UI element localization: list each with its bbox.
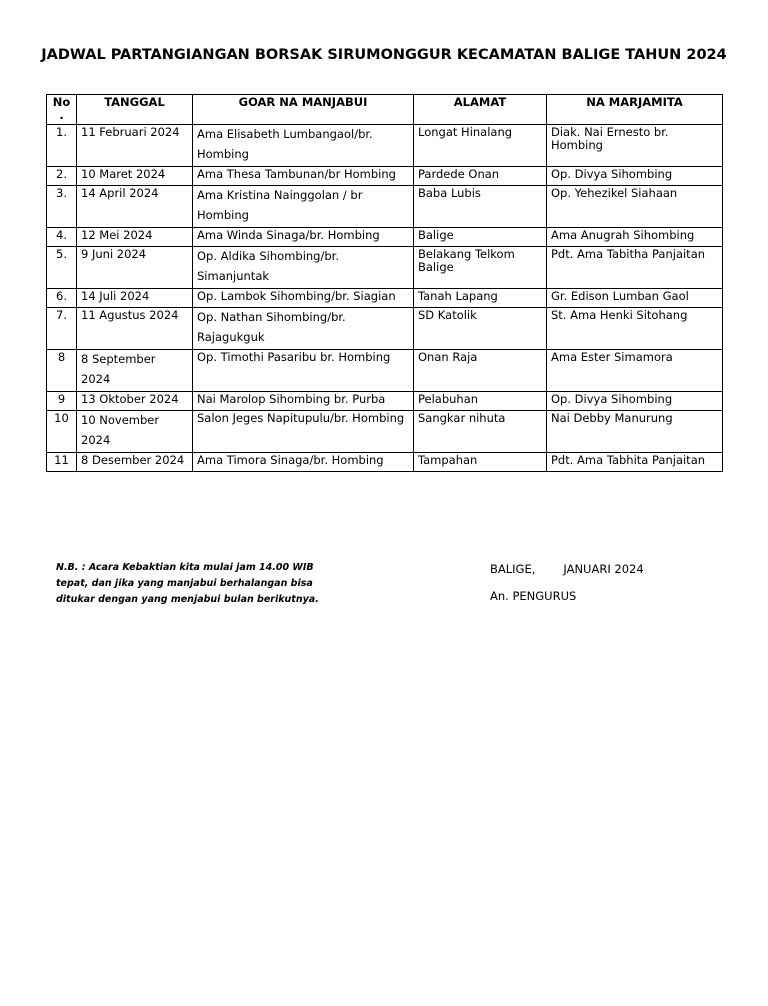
month-year: JANUARI 2024 — [563, 562, 644, 576]
cell-jamita: Nai Debby Manurung — [547, 411, 723, 453]
cell-no: 7. — [47, 308, 77, 350]
table-row — [47, 125, 723, 167]
cell-alamat: Pelabuhan — [414, 392, 547, 411]
cell-no: 10 — [47, 411, 77, 453]
cell-tanggal: 11 Agustus 2024 — [77, 308, 193, 350]
cell-tanggal: 8 September 2024 — [77, 350, 193, 392]
cell-alamat: Pardede Onan — [414, 167, 547, 186]
cell-tanggal: 9 Juni 2024 — [77, 247, 193, 289]
table-row — [47, 228, 723, 247]
cell-no: 8 — [47, 350, 77, 392]
cell-tanggal: 11 Februari 2024 — [77, 125, 193, 167]
cell-goar: Ama Timora Sinaga/br. Hombing — [193, 453, 414, 472]
table-row — [47, 411, 723, 453]
header-alamat: ALAMAT — [414, 95, 547, 125]
cell-jamita: Op. Divya Sihombing — [547, 167, 723, 186]
cell-no: 3. — [47, 186, 77, 228]
cell-goar: Op. Nathan Sihombing/br. Rajagukguk — [193, 308, 414, 350]
cell-jamita: Op. Divya Sihombing — [547, 392, 723, 411]
cell-jamita: Ama Ester Simamora — [547, 350, 723, 392]
cell-jamita: Pdt. Ama Tabitha Panjaitan — [547, 247, 723, 289]
table-row — [47, 350, 723, 392]
cell-alamat: Onan Raja — [414, 350, 547, 392]
cell-goar: Nai Marolop Sihombing br. Purba — [193, 392, 414, 411]
cell-no: 11 — [47, 453, 77, 472]
cell-alamat: Tampahan — [414, 453, 547, 472]
cell-no: 6. — [47, 289, 77, 308]
footnote: N.B. : Acara Kebaktian kita mulai jam 14.00 WIB tepat, dan jika yang manjabui berhalangan bisa ditukar dengan yang menjabui bulan berikutnya. — [56, 562, 319, 605]
cell-no: 4. — [47, 228, 77, 247]
document-title: JADWAL PARTANGIANGAN BORSAK SIRUMONGGUR KECAMATAN BALIGE TAHUN 2024 — [41, 47, 727, 63]
cell-jamita: Ama Anugrah Sihombing — [547, 228, 723, 247]
schedule-table — [46, 94, 723, 472]
cell-tanggal: 10 Maret 2024 — [77, 167, 193, 186]
cell-alamat: Baba Lubis — [414, 186, 547, 228]
place: BALIGE, — [490, 562, 536, 576]
place-date — [490, 562, 644, 576]
cell-no: 9 — [47, 392, 77, 411]
cell-alamat: Belakang Telkom Balige — [414, 247, 547, 289]
cell-jamita: Op. Yehezikel Siahaan — [547, 186, 723, 228]
table-header-row — [47, 95, 723, 125]
cell-alamat: SD Katolik — [414, 308, 547, 350]
cell-alamat: Longat Hinalang — [414, 125, 547, 167]
cell-tanggal: 14 Juli 2024 — [77, 289, 193, 308]
cell-alamat: Tanah Lapang — [414, 289, 547, 308]
cell-jamita: Gr. Edison Lumban Gaol — [547, 289, 723, 308]
cell-goar: Ama Thesa Tambunan/br Hombing — [193, 167, 414, 186]
table-row — [47, 392, 723, 411]
table-row — [47, 453, 723, 472]
cell-alamat: Balige — [414, 228, 547, 247]
cell-goar: Salon Jeges Napitupulu/br. Hombing — [193, 411, 414, 453]
cell-goar: Op. Aldika Sihombing/br. Simanjuntak — [193, 247, 414, 289]
table-row — [47, 186, 723, 228]
cell-no: 2. — [47, 167, 77, 186]
cell-alamat: Sangkar nihuta — [414, 411, 547, 453]
cell-jamita: St. Ama Henki Sitohang — [547, 308, 723, 350]
table-row — [47, 289, 723, 308]
cell-tanggal: 8 Desember 2024 — [77, 453, 193, 472]
cell-no: 1. — [47, 125, 77, 167]
header-tanggal: TANGGAL — [77, 95, 193, 125]
cell-tanggal: 14 April 2024 — [77, 186, 193, 228]
header-goar: GOAR NA MANJABUI — [193, 95, 414, 125]
table-row — [47, 247, 723, 289]
cell-goar: Op. Lambok Sihombing/br. Siagian — [193, 289, 414, 308]
cell-goar: Ama Elisabeth Lumbangaol/br. Hombing — [193, 125, 414, 167]
signatory: An. PENGURUS — [490, 589, 577, 603]
cell-jamita: Diak. Nai Ernesto br. Hombing — [547, 125, 723, 167]
cell-tanggal: 12 Mei 2024 — [77, 228, 193, 247]
cell-tanggal: 13 Oktober 2024 — [77, 392, 193, 411]
header-no: No . — [47, 95, 77, 125]
cell-jamita: Pdt. Ama Tabhita Panjaitan — [547, 453, 723, 472]
table-row — [47, 308, 723, 350]
table-row — [47, 167, 723, 186]
cell-goar: Ama Kristina Nainggolan / br Hombing — [193, 186, 414, 228]
cell-goar: Ama Winda Sinaga/br. Hombing — [193, 228, 414, 247]
cell-goar: Op. Timothi Pasaribu br. Hombing — [193, 350, 414, 392]
cell-no: 5. — [47, 247, 77, 289]
cell-tanggal: 10 November 2024 — [77, 411, 193, 453]
header-jamita: NA MARJAMITA — [547, 95, 723, 125]
